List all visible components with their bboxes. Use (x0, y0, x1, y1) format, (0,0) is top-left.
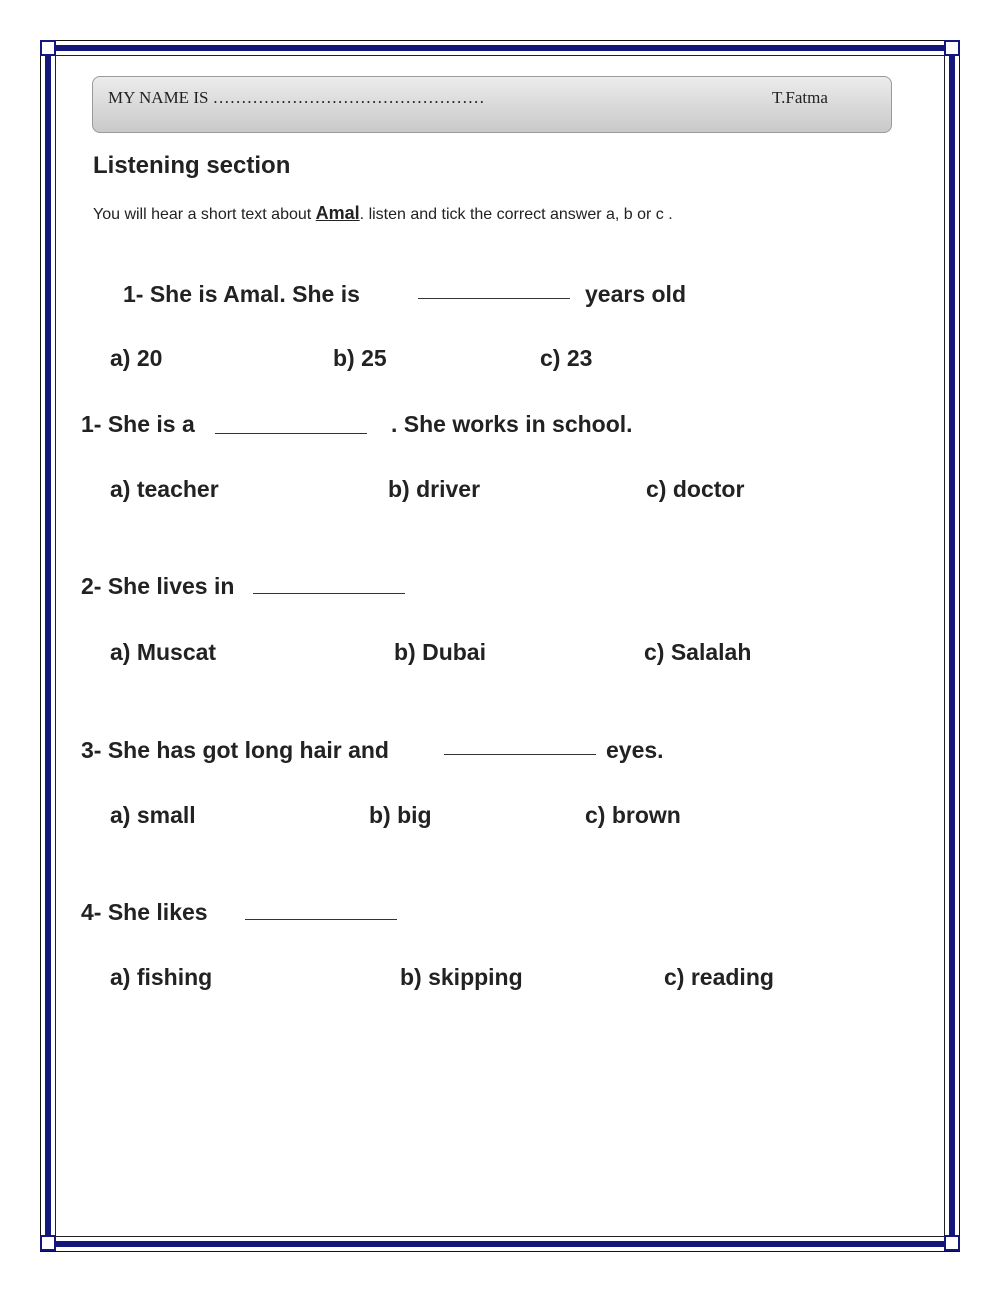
answer-blank[interactable] (418, 298, 570, 299)
corner-ornament-top-right (944, 40, 960, 56)
teacher-name: T.Fatma (772, 88, 828, 107)
option-b[interactable]: b) 25 (333, 345, 387, 371)
option-b[interactable]: b) skipping (400, 964, 523, 990)
question-text-after: years old (585, 281, 686, 307)
name-bar (92, 76, 892, 133)
question-number: 4- (81, 899, 102, 925)
option-a[interactable]: a) small (110, 802, 196, 828)
instruction-text (93, 203, 673, 224)
section-title: Listening section (93, 152, 291, 179)
option-a[interactable]: a) Muscat (110, 639, 217, 665)
question-1-stem (123, 281, 360, 308)
instruction-name: Amal (315, 203, 360, 223)
question-text-after: . She works in school. (391, 411, 633, 437)
corner-ornament-top-left (40, 40, 56, 56)
question-text-before: She likes (107, 899, 208, 925)
question-text-after: eyes. (606, 737, 664, 763)
option-c[interactable]: c) Salalah (644, 639, 752, 665)
answer-blank[interactable] (253, 593, 405, 594)
option-c[interactable]: c) 23 (540, 345, 593, 371)
question-number: 1- (123, 281, 144, 307)
corner-ornament-bottom-left (40, 1235, 56, 1251)
question-text-before: She has got long hair and (107, 737, 389, 763)
question-number: 3- (81, 737, 102, 763)
option-a[interactable]: a) teacher (110, 476, 219, 502)
option-b[interactable]: b) Dubai (394, 639, 486, 665)
question-text-before: She lives in (107, 573, 235, 599)
question-2-stem (81, 411, 195, 438)
name-field-label[interactable]: MY NAME IS ………………………………………… (108, 88, 485, 107)
option-c[interactable]: c) brown (585, 802, 681, 828)
option-b[interactable]: b) driver (388, 476, 481, 502)
question-4-stem (81, 737, 389, 764)
answer-blank[interactable] (444, 754, 596, 755)
question-3-stem (81, 573, 234, 600)
question-text-before: She is a (107, 411, 195, 437)
instruction-after: . listen and tick the correct answer a, b or c . (359, 206, 673, 223)
option-a[interactable]: a) 20 (110, 345, 163, 371)
question-5-stem (81, 899, 208, 926)
option-b[interactable]: b) big (369, 802, 432, 828)
question-number: 1- (81, 411, 102, 437)
question-number: 2- (81, 573, 102, 599)
question-text-before: She is Amal. She is (149, 281, 360, 307)
instruction-before: You will hear a short text about (93, 206, 316, 223)
corner-ornament-bottom-right (944, 1235, 960, 1251)
option-a[interactable]: a) fishing (110, 964, 213, 990)
option-c[interactable]: c) doctor (646, 476, 745, 502)
answer-blank[interactable] (215, 433, 367, 434)
option-c[interactable]: c) reading (664, 964, 774, 990)
answer-blank[interactable] (245, 919, 397, 920)
